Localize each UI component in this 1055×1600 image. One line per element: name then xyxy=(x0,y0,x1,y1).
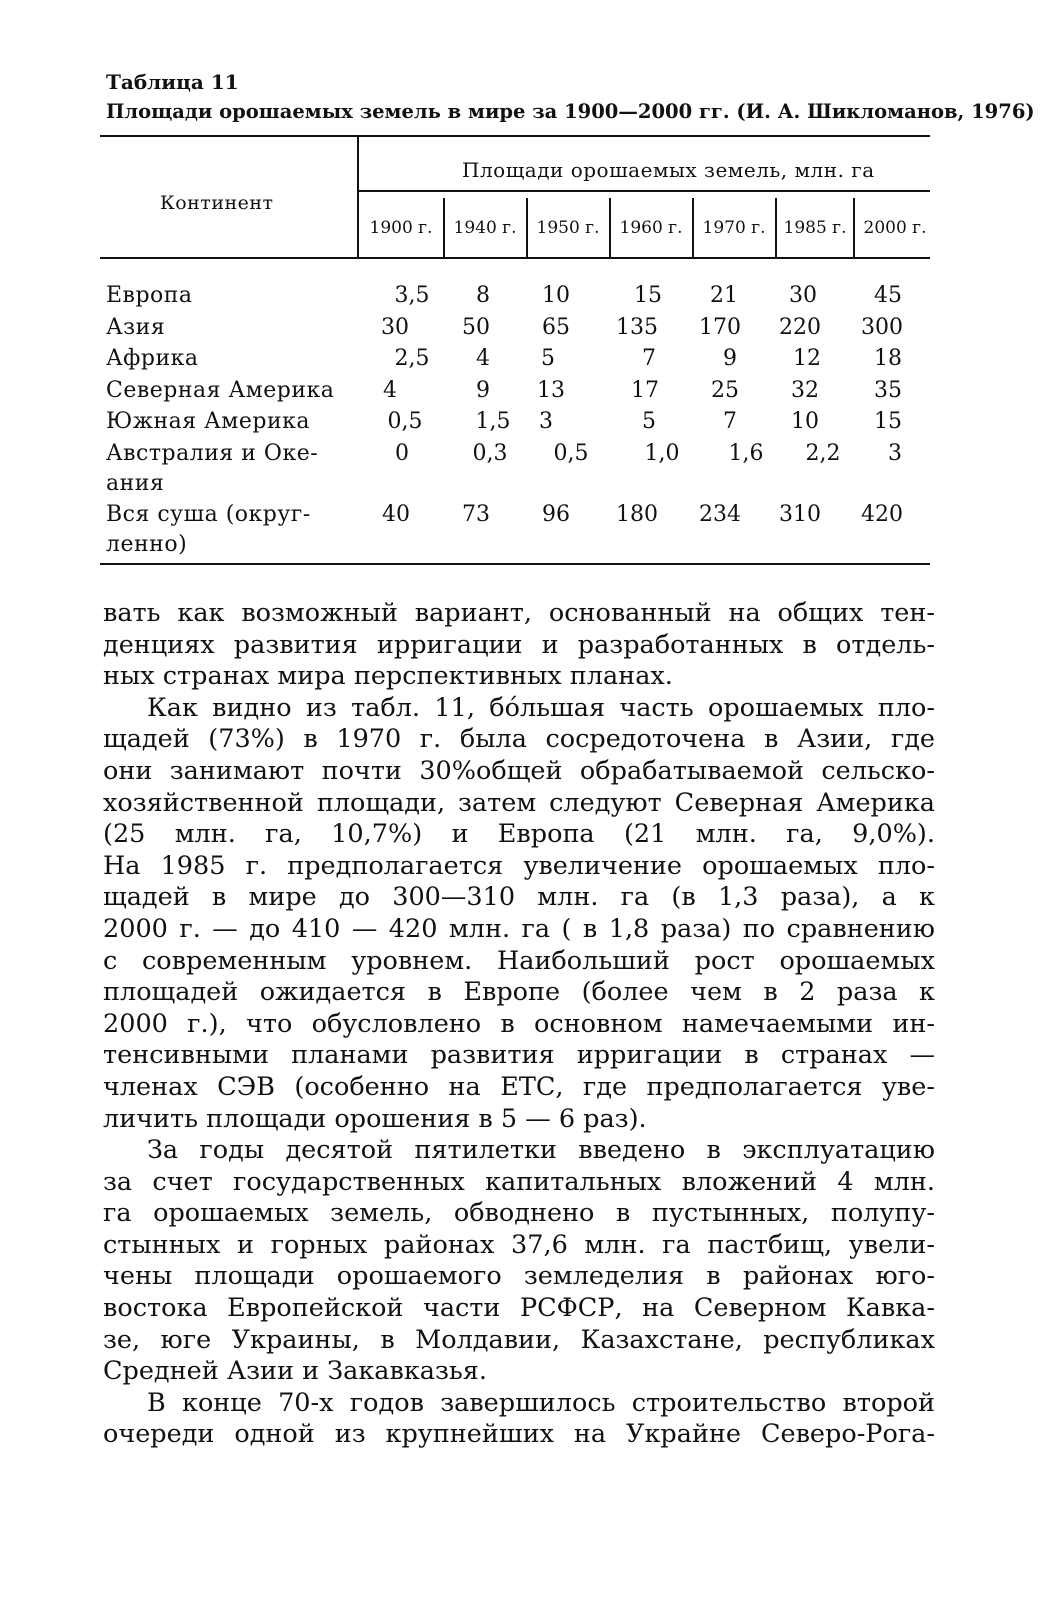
row-name-line: Азия xyxy=(106,315,166,340)
row-name xyxy=(106,407,356,437)
table-cell: 8 xyxy=(476,283,490,308)
table-cell: 5 xyxy=(642,409,656,434)
header-vertical-divider xyxy=(357,137,359,257)
table-cell: 0 xyxy=(395,441,409,466)
table-cell: 2,5 xyxy=(394,346,430,371)
year-header: 2000 г. xyxy=(863,218,927,238)
row-name-line: Африка xyxy=(106,346,199,371)
text-line: щадей в мире до 300—310 млн. га (в 1,3 раза), а к xyxy=(103,882,935,913)
body-text xyxy=(103,598,935,1451)
text-line: га орошаемых земель, обводнено в пустынных, полупу- xyxy=(103,1198,935,1229)
row-name-line: ания xyxy=(106,471,165,496)
table-cell: 234 xyxy=(699,502,741,527)
table-cell: 135 xyxy=(616,315,658,340)
table-cell: 45 xyxy=(874,283,902,308)
table-cell: 96 xyxy=(542,502,570,527)
table-cell: 3 xyxy=(888,441,902,466)
row-name xyxy=(106,344,356,374)
text-line: вать как возможный вариант, основанный на общих тен- xyxy=(103,598,935,628)
text-line: членах СЭВ (особенно на ЕТС, где предполагается уве- xyxy=(103,1071,935,1102)
row-name xyxy=(106,439,356,499)
text-line: зе, юге Украины, в Молдавии, Казахстане, республиках xyxy=(103,1324,935,1355)
table-cell: 3 xyxy=(539,409,553,434)
row-name-line: Южная Америка xyxy=(106,409,311,434)
text-line: востока Европейской части РСФСР, на Северном Кавка- xyxy=(103,1293,935,1324)
header-continent: Континент xyxy=(160,192,274,214)
table-cell: 21 xyxy=(710,283,738,308)
table-cell: 1,6 xyxy=(728,441,764,466)
table-cell: 30 xyxy=(381,315,409,340)
row-name xyxy=(106,500,356,560)
row-name-line: ленно) xyxy=(106,532,188,557)
table-cell: 32 xyxy=(791,378,819,403)
table-cell: 4 xyxy=(383,378,397,403)
text-line: Как видно из табл. 11, бóльшая часть орошаемых пло- xyxy=(147,692,935,723)
table-cell: 15 xyxy=(874,409,902,434)
table-cell: 3,5 xyxy=(394,283,430,308)
table-cell: 9 xyxy=(476,378,490,403)
text-line: они занимают почти 30%общей обрабатываемой сельско- xyxy=(103,755,935,786)
table-cell: 2,2 xyxy=(805,441,841,466)
text-line: За годы десятой пятилетки введено в эксплуатацию xyxy=(147,1135,935,1166)
table-cell: 9 xyxy=(723,346,737,371)
table-cell: 25 xyxy=(711,378,739,403)
text-line: 2000 г. — до 410 — 420 млн. га ( в 1,8 раза) по сравнению xyxy=(103,913,935,944)
year-header: 1960 г. xyxy=(619,218,683,238)
row-name xyxy=(106,313,356,343)
row-name-line: Вся суша (округ- xyxy=(106,502,311,527)
text-line: тенсивными планами развития ирригации в странах — xyxy=(103,1040,935,1071)
year-header: 1900 г. xyxy=(369,218,433,238)
table-cell: 10 xyxy=(791,409,819,434)
table-cell: 1,0 xyxy=(644,441,680,466)
table-cell: 35 xyxy=(874,378,902,403)
header-irrigated-area: Площади орошаемых земель, млн. га xyxy=(462,158,875,182)
text-line: Средней Азии и Закавказья. xyxy=(103,1356,487,1387)
table-cell: 7 xyxy=(723,409,737,434)
table-cell: 7 xyxy=(642,346,656,371)
row-name xyxy=(106,281,356,311)
table-cell: 12 xyxy=(793,346,821,371)
table-cell: 17 xyxy=(631,378,659,403)
text-line: за счет государственных капитальных вложений 4 млн. xyxy=(103,1166,935,1197)
table-cell: 0,5 xyxy=(553,441,589,466)
table-cell: 180 xyxy=(616,502,658,527)
text-line: ных странах мира перспективных планах. xyxy=(103,661,673,692)
header-bottom-rule xyxy=(100,257,930,259)
year-header: 1970 г. xyxy=(702,218,766,238)
row-name-line: Австралия и Оке- xyxy=(106,441,319,466)
table-cell: 15 xyxy=(634,283,662,308)
text-line: личить площади орошения в 5 — 6 раз). xyxy=(103,1103,647,1134)
year-header: 1950 г. xyxy=(536,218,600,238)
table-cell: 300 xyxy=(861,315,903,340)
text-line: 2000 г.), что обусловлено в основном намечаемыми ин- xyxy=(103,1008,935,1039)
text-line: (25 млн. га, 10,7%) и Европа (21 млн. га, 9,0%). xyxy=(103,819,935,850)
year-header: 1940 г. xyxy=(453,218,517,238)
table-title: Площади орошаемых земель в мире за 1900—2000 гг. (И. А. Шикломанов, 1976) xyxy=(106,100,1035,123)
row-name-line: Северная Америка xyxy=(106,378,335,403)
table-cell: 73 xyxy=(462,502,490,527)
text-line: с современным уровнем. Наибольший рост орошаемых xyxy=(103,945,935,976)
table-cell: 65 xyxy=(542,315,570,340)
text-line: хозяйственной площади, затем следуют Северная Америка xyxy=(103,787,935,818)
row-name-line: Европа xyxy=(106,283,193,308)
text-line: площадей ожидается в Европе (более чем в 2 раза к xyxy=(103,977,935,1008)
table-top-rule xyxy=(100,135,930,137)
table-cell: 5 xyxy=(541,346,555,371)
table-cell: 40 xyxy=(382,502,410,527)
text-line: денциях развития ирригации и разработанных в отдель- xyxy=(103,629,935,660)
table-cell: 310 xyxy=(779,502,821,527)
text-line: щадей (73%) в 1970 г. была сосредоточена в Азии, где xyxy=(103,724,935,755)
table-cell: 18 xyxy=(874,346,902,371)
table-bottom-rule xyxy=(100,563,930,565)
table-cell: 4 xyxy=(476,346,490,371)
table-cell: 10 xyxy=(542,283,570,308)
text-line: чены площади орошаемого земледелия в районах юго- xyxy=(103,1261,935,1292)
table-cell: 0,5 xyxy=(387,409,423,434)
table-cell: 30 xyxy=(789,283,817,308)
text-line: очереди одной из крупнейших на Украйне Северо-Рога- xyxy=(103,1419,935,1450)
table-cell: 420 xyxy=(861,502,903,527)
table-cell: 0,3 xyxy=(472,441,508,466)
table-cell: 170 xyxy=(699,315,741,340)
text-line: В конце 70-х годов завершилось строительство второй xyxy=(147,1387,935,1418)
table-cell: 1,5 xyxy=(475,409,511,434)
table-cell: 220 xyxy=(779,315,821,340)
text-line: стынных и горных районах 37,6 млн. га пастбищ, увели- xyxy=(103,1229,935,1260)
header-group-rule xyxy=(359,190,930,192)
table-cell: 13 xyxy=(537,378,565,403)
year-header: 1985 г. xyxy=(783,218,847,238)
table-cell: 50 xyxy=(462,315,490,340)
row-name xyxy=(106,376,356,406)
text-line: На 1985 г. предполагается увеличение орошаемых пло- xyxy=(103,850,935,881)
table-label: Таблица 11 xyxy=(106,70,239,94)
